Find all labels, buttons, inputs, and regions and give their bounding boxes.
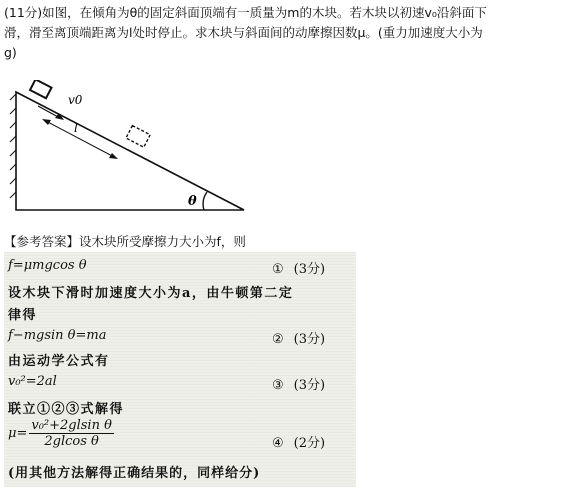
equation-4-denominator: 2glcos θ xyxy=(44,434,99,449)
block-final xyxy=(126,126,150,148)
velocity-label: v0 xyxy=(68,93,83,107)
score-2: (3分) xyxy=(293,332,326,347)
equation-4-lhs: μ= xyxy=(8,426,28,441)
mark-1: ① xyxy=(272,262,284,277)
solution-block xyxy=(4,252,356,487)
text-line-4: 联立①②③式解得 xyxy=(8,402,125,417)
wall-hatching xyxy=(10,94,16,198)
text-line-1: 设木块下滑时加速度大小为a，由牛顿第二定 xyxy=(8,286,294,301)
equation-4-fraction xyxy=(29,418,114,449)
angle-label: θ xyxy=(188,194,197,209)
note-line: (用其他方法解得正确结果的，同样给分) xyxy=(8,466,261,481)
question-line-3: g) xyxy=(4,45,17,60)
equation-3-marker xyxy=(272,374,325,393)
equation-1-marker xyxy=(272,258,325,277)
question-text xyxy=(4,3,564,63)
equation-2-marker xyxy=(272,328,325,347)
equation-1: f=μmgcos θ xyxy=(8,258,87,273)
equation-4-numerator: v₀²+2glsin θ xyxy=(31,418,112,433)
question-line-2: 滑，滑至离顶端距离为l处时停止。求木块与斜面间的动摩擦因数μ。(重力加速度大小为 xyxy=(4,25,483,40)
distance-label: l xyxy=(74,121,78,135)
text-line-3: 由运动学公式有 xyxy=(8,354,110,369)
incline-figure xyxy=(8,80,248,215)
distance-arrowhead-left xyxy=(42,119,51,125)
equation-4-marker xyxy=(272,432,325,451)
score-4: (2分) xyxy=(293,436,326,451)
question-line-1: (11分)如图，在倾角为θ的固定斜面顶端有一质量为m的木块。若木块以初速v₀沿斜面下 xyxy=(4,5,487,20)
mark-4: ④ xyxy=(272,436,284,451)
incline-triangle xyxy=(16,92,244,210)
score-3: (3分) xyxy=(293,378,326,393)
equation-4 xyxy=(8,418,114,449)
angle-arc xyxy=(203,192,207,210)
mark-3: ③ xyxy=(272,378,284,393)
distance-arrowhead-right xyxy=(109,153,118,159)
score-1: (3分) xyxy=(293,262,326,277)
text-line-2: 律得 xyxy=(8,308,38,323)
equation-2: f−mgsin θ=ma xyxy=(8,328,107,343)
answer-title: 【参考答案】设木块所受摩擦力大小为f，则 xyxy=(4,234,246,249)
block-initial xyxy=(30,80,52,98)
mark-2: ② xyxy=(272,332,284,347)
equation-3: v₀²=2al xyxy=(8,374,57,389)
